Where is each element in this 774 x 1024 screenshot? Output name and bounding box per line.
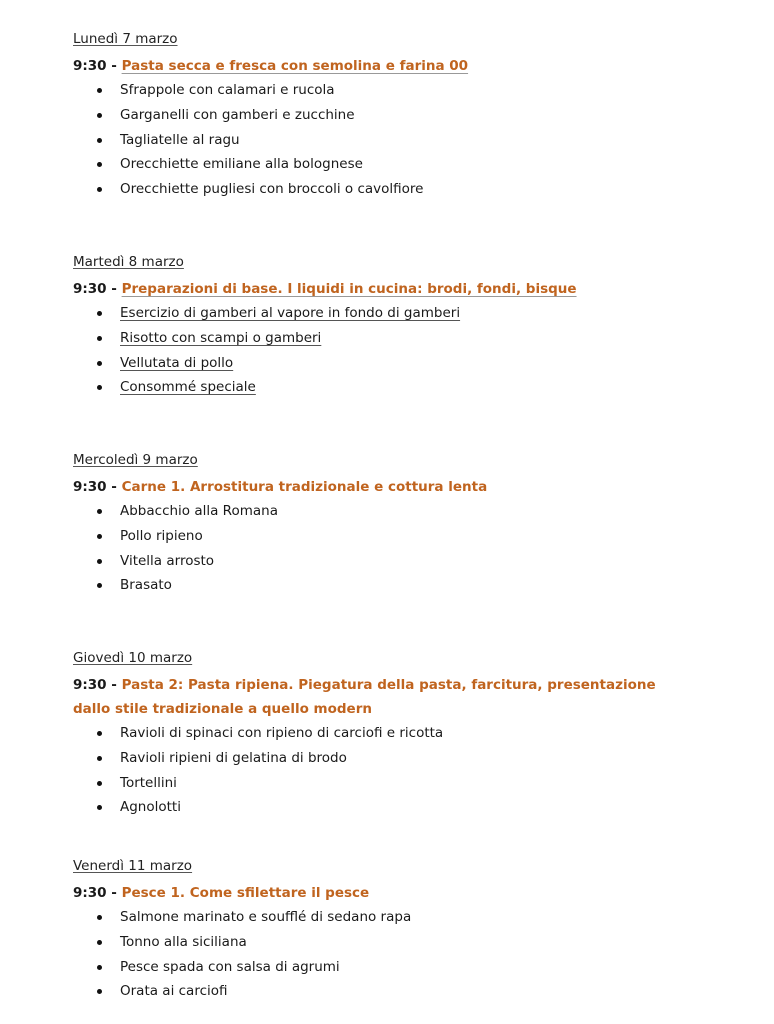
- session-title: Pasta 2: Pasta ripiena. Piegatura della pasta, farcitura, presentazione dallo stile tradizionale a quello modern: [73, 677, 656, 717]
- list-item: Ravioli ripieni di gelatina di brodo: [73, 746, 713, 771]
- list-item: Sfrappole con calamari e rucola: [73, 78, 713, 103]
- session-title: Carne 1. Arrostitura tradizionale e cottura lenta: [121, 479, 488, 495]
- session-time: 9:30 -: [73, 885, 117, 901]
- day-date: Lunedì 7 marzo: [73, 31, 178, 47]
- dish-list: [73, 721, 713, 820]
- session-header: [73, 475, 713, 499]
- list-item: Orecchiette emiliane alla bolognese: [73, 152, 713, 177]
- day-date: Giovedì 10 marzo: [73, 650, 193, 666]
- session-time: 9:30 -: [73, 677, 117, 693]
- list-item: Orata ai carciofi: [73, 979, 713, 1004]
- list-item: Ravioli di spinaci con ripieno di carciofi e ricotta: [73, 721, 713, 746]
- list-item: Tortellini: [73, 771, 713, 796]
- day-date: Martedì 8 marzo: [73, 254, 184, 270]
- session-header: [73, 54, 713, 78]
- list-item: Tonno alla siciliana: [73, 930, 713, 955]
- list-item: Abbacchio alla Romana: [73, 499, 713, 524]
- day-date: Venerdì 11 marzo: [73, 858, 193, 874]
- list-item: Vellutata di pollo: [73, 351, 713, 376]
- dish-list: [73, 78, 713, 202]
- list-item: Vitella arrosto: [73, 549, 713, 574]
- list-item: Pesce spada con salsa di agrumi: [73, 955, 713, 980]
- day-tuesday: [73, 253, 713, 400]
- session-title: Pesce 1. Come sfilettare il pesce: [121, 885, 370, 901]
- list-item: Salmone marinato e soufflé di sedano rapa: [73, 905, 713, 930]
- dish-list: [73, 499, 713, 598]
- dish-list: [73, 301, 713, 400]
- day-friday: [73, 857, 713, 1004]
- day-date: Mercoledì 9 marzo: [73, 452, 198, 468]
- list-item: Orecchiette pugliesi con broccoli o cavolfiore: [73, 177, 713, 202]
- dish-list: [73, 905, 713, 1004]
- session-header: [73, 277, 713, 301]
- list-item: Consommé speciale: [73, 375, 713, 400]
- day-thursday: [73, 649, 713, 820]
- session-time: 9:30 -: [73, 479, 117, 495]
- session-header: [73, 881, 713, 905]
- list-item: Pollo ripieno: [73, 524, 713, 549]
- session-time: 9:30 -: [73, 281, 117, 297]
- list-item: Brasato: [73, 573, 713, 598]
- day-wednesday: [73, 451, 713, 598]
- session-time: 9:30 -: [73, 58, 117, 74]
- list-item: Garganelli con gamberi e zucchine: [73, 103, 713, 128]
- list-item: Tagliatelle al ragu: [73, 128, 713, 153]
- session-title: Pasta secca e fresca con semolina e farina 00: [121, 58, 469, 74]
- session-title: Preparazioni di base. I liquidi in cucina: brodi, fondi, bisque: [121, 281, 577, 297]
- list-item: Esercizio di gamberi al vapore in fondo di gamberi: [73, 301, 713, 326]
- day-monday: [73, 30, 713, 202]
- session-header: [73, 673, 673, 721]
- list-item: Risotto con scampi o gamberi: [73, 326, 713, 351]
- list-item: Agnolotti: [73, 795, 713, 820]
